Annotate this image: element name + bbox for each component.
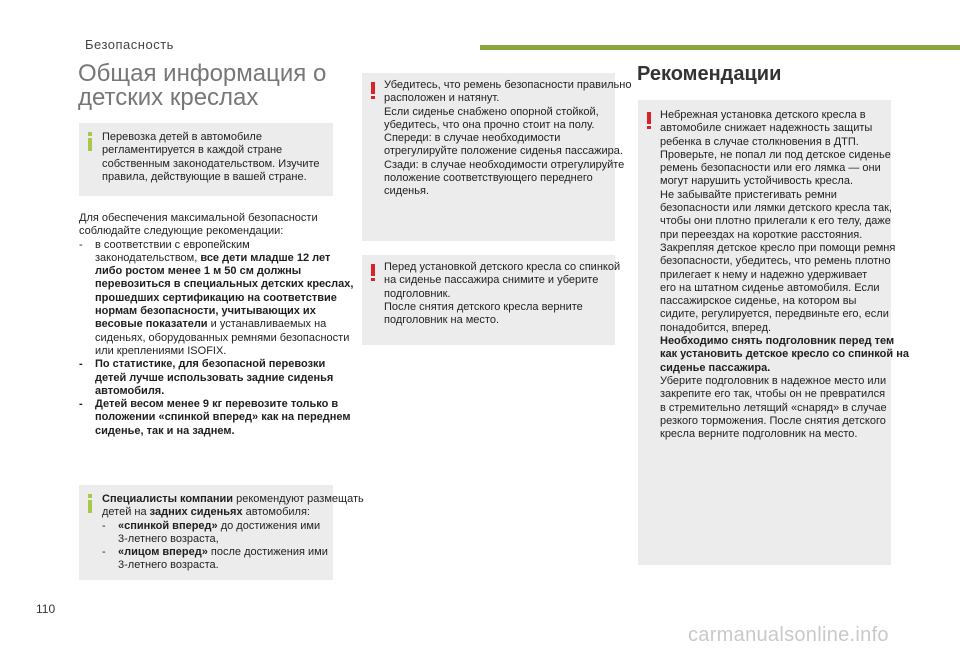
list-item: - «спинкой вперед» до достижения ими 3-летнего возраста, — [102, 519, 321, 545]
recommendations-heading: Рекомендации — [637, 63, 782, 85]
list-item: - По статистике, для безопасной перевозки детей лучше использовать задние сиденья автомобиля. — [79, 358, 334, 397]
warning-box-headrest: Перед установкой детского кресла со спинкой на сиденье пассажира снимите и уберите подголовник. После снятия детского кресла верните подголовник на место. — [362, 255, 615, 345]
info-box-rear-seats: Специалисты компании рекомендуют размещать детей на задних сиденьях автомобиля: - «спинкой вперед» до достижения ими 3-летнего возраста, - «лицом вперед» после достижения ими 3-летнего возраста. — [79, 485, 333, 580]
info-icon — [88, 132, 92, 151]
page-title: Общая информация о детских креслах — [78, 60, 327, 111]
warning-icon — [371, 264, 375, 281]
page-number: 110 — [36, 602, 56, 616]
warning-icon — [371, 82, 375, 99]
warning-box-belt: Убедитесь, что ремень безопасности правильно расположен и натянут. Если сиденье снабжено опорной стойкой, убедитесь, что она прочно стоит на полу. Спереди: в случае необходимости отрегулируйте положение сиденья пассажира. Сзади: в случае необходимости отрегулируйте положение соответствующего переднего сиденья. — [362, 73, 615, 241]
header-accent-bar — [480, 45, 960, 50]
warning-icon — [647, 112, 651, 129]
info-icon — [88, 494, 92, 513]
list-item: - «лицом вперед» после достижения ими 3-летнего возраста. — [102, 546, 328, 572]
watermark: carmanualsonline.info — [688, 624, 889, 646]
recommendations-body: Для обеспечения максимальной безопасности соблюдайте следующие рекомендации: - в соответствии с европейским законодательством, все дети младше 12 лет либо ростом менее 1 м 50 см должны перевозиться в специальных детских креслах, прошедших сертификацию на соответствие нормам безопасности, учитывающих их весовые показатели и устанавливаемых на сиденьях, оборудованных ремнями безопасности или креплениями ISOFIX. - По статистике, для безопасной перевозки детей лучше использовать задние сиденья автомобиля. - Детей весом менее 9 кг перевозите только в положении «спинкой вперед» как на переднем сиденье, так и на заднем. — [79, 212, 354, 437]
list-item: - в соответствии с европейским законодательством, все дети младше 12 лет либо ростом менее 1 м 50 см должны перевозиться в специальных детских креслах, прошедших сертификацию на соответствие нормам безопасности, учитывающих их весовые показатели и устанавливаемых на сиденьях, оборудованных ремнями безопасности или креплениями ISOFIX. — [79, 238, 354, 357]
info-box-legislation: Перевозка детей в автомобиле регламентируется в каждой стране собственным законодательством. Изучите правила, действующие в вашей стране. — [79, 123, 333, 196]
section-title: Безопасность — [85, 37, 174, 52]
list-item: - Детей весом менее 9 кг перевозите только в положении «спинкой вперед» как на переднем сиденье, так и на заднем. — [79, 398, 351, 437]
warning-box-recommendations: Небрежная установка детского кресла в автомобиле снижает надежность защиты ребенка в случае столкновения в ДТП. Проверьте, не попал ли под детское сиденье ремень безопасности или его лямка — они могут нарушить устойчивость кресла. Не забывайте пристегивать ремни безопасности или лямки детского кресла так, чтобы они плотно прилегали к его телу, даже при переездах на короткие расстояния. Закрепляя детское кресло при помощи ремня безопасности, убедитесь, что ремень плотно прилегает к нему и надежно удерживает его на штатном сиденье автомобиля. Если пассажирское сиденье, на котором вы сидите, регулируется, передвиньте его, если понадобится, вперед. Необходимо снять подголовник перед тем как установить детское кресло со спинкой на сиденье пассажира. Уберите подголовник в надежное место или закрепите его так, чтобы он не превратился в стремительно летящий «снаряд» в случае резкого торможения. После снятия детского кресла верните подголовник на место. — [638, 100, 891, 565]
